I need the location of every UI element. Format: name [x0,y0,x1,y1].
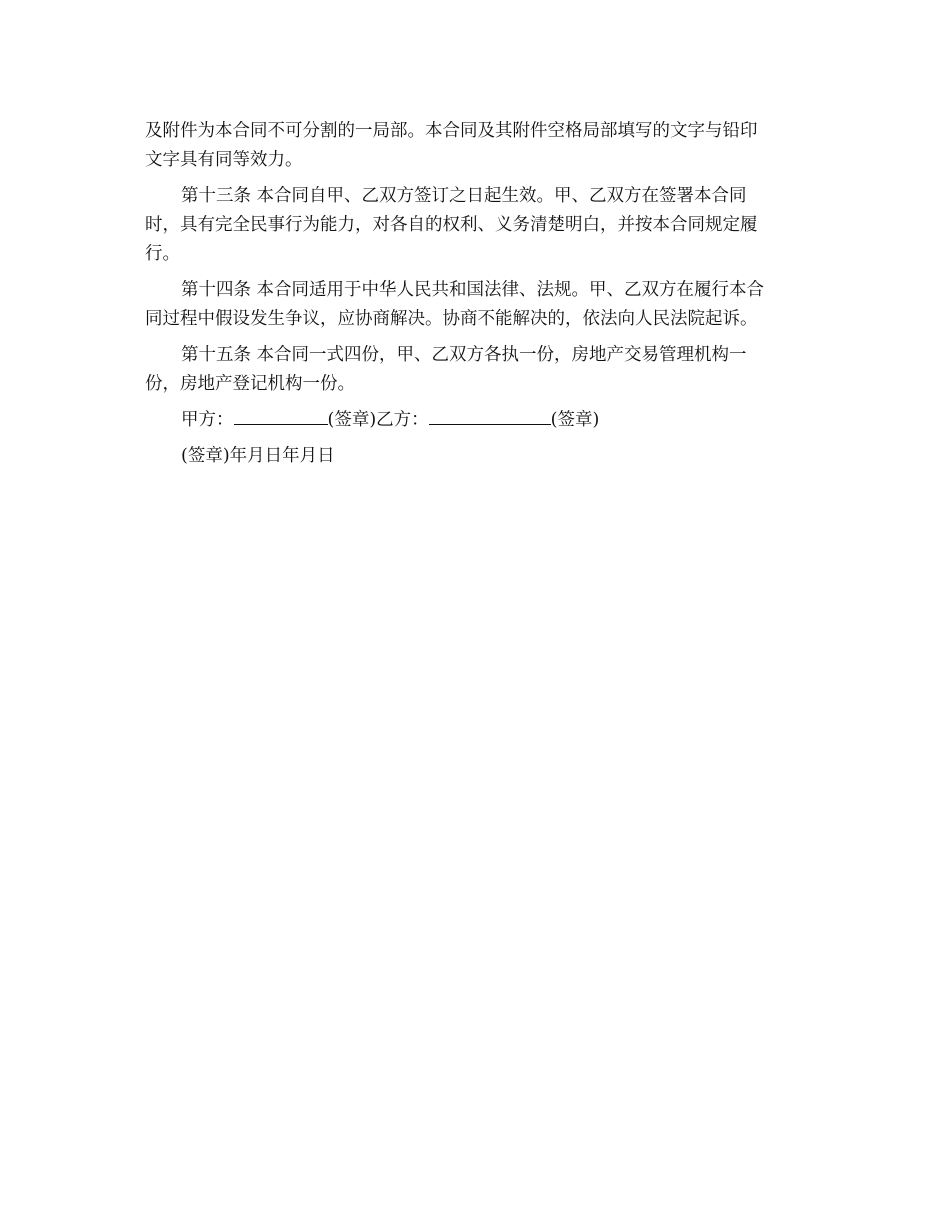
article-14 [145,276,805,334]
date-line: (签章)年月日年月日 [181,446,335,466]
party-a-label: 甲方： [181,410,234,430]
party-a-seal: (签章) [327,410,377,430]
paragraph-line: 第十五条 本合同一式四份，甲、乙双方各执一份，房地产交易管理机构一 [181,345,747,365]
party-a-signature-blank [234,406,328,425]
article-15 [145,341,805,399]
paragraph-line: 文字具有同等效力。 [145,150,303,170]
party-b-seal: (签章) [550,410,600,430]
article-13 [145,182,805,269]
signature-block [145,406,805,435]
paragraph-line: 同过程中假设发生争议，应协商解决。协商不能解决的，依法向人民法院起诉。 [145,309,758,329]
paragraph-line: 份，房地产登记机构一份。 [145,374,355,394]
party-b-signature-blank [429,406,551,425]
paragraph-line: 及附件为本合同不可分割的一局部。本合同及其附件空格局部填写的文字与铅印 [145,121,758,141]
signature-line [145,406,805,435]
paragraph-line: 时，具有完全民事行为能力，对各自的权利、义务清楚明白，并按本合同规定履 [145,215,758,235]
paragraph-attachments [145,117,805,175]
paragraph-line: 行。 [145,244,180,264]
paragraph-line: 第十三条 本合同自甲、乙双方签订之日起生效。甲、乙双方在签署本合同 [181,186,747,206]
date-block [145,442,805,471]
party-b-label: 乙方： [376,410,429,430]
paragraph-line: 第十四条 本合同适用于中华人民共和国法律、法规。甲、乙双方在履行本合 [181,280,765,300]
contract-body [145,117,805,471]
